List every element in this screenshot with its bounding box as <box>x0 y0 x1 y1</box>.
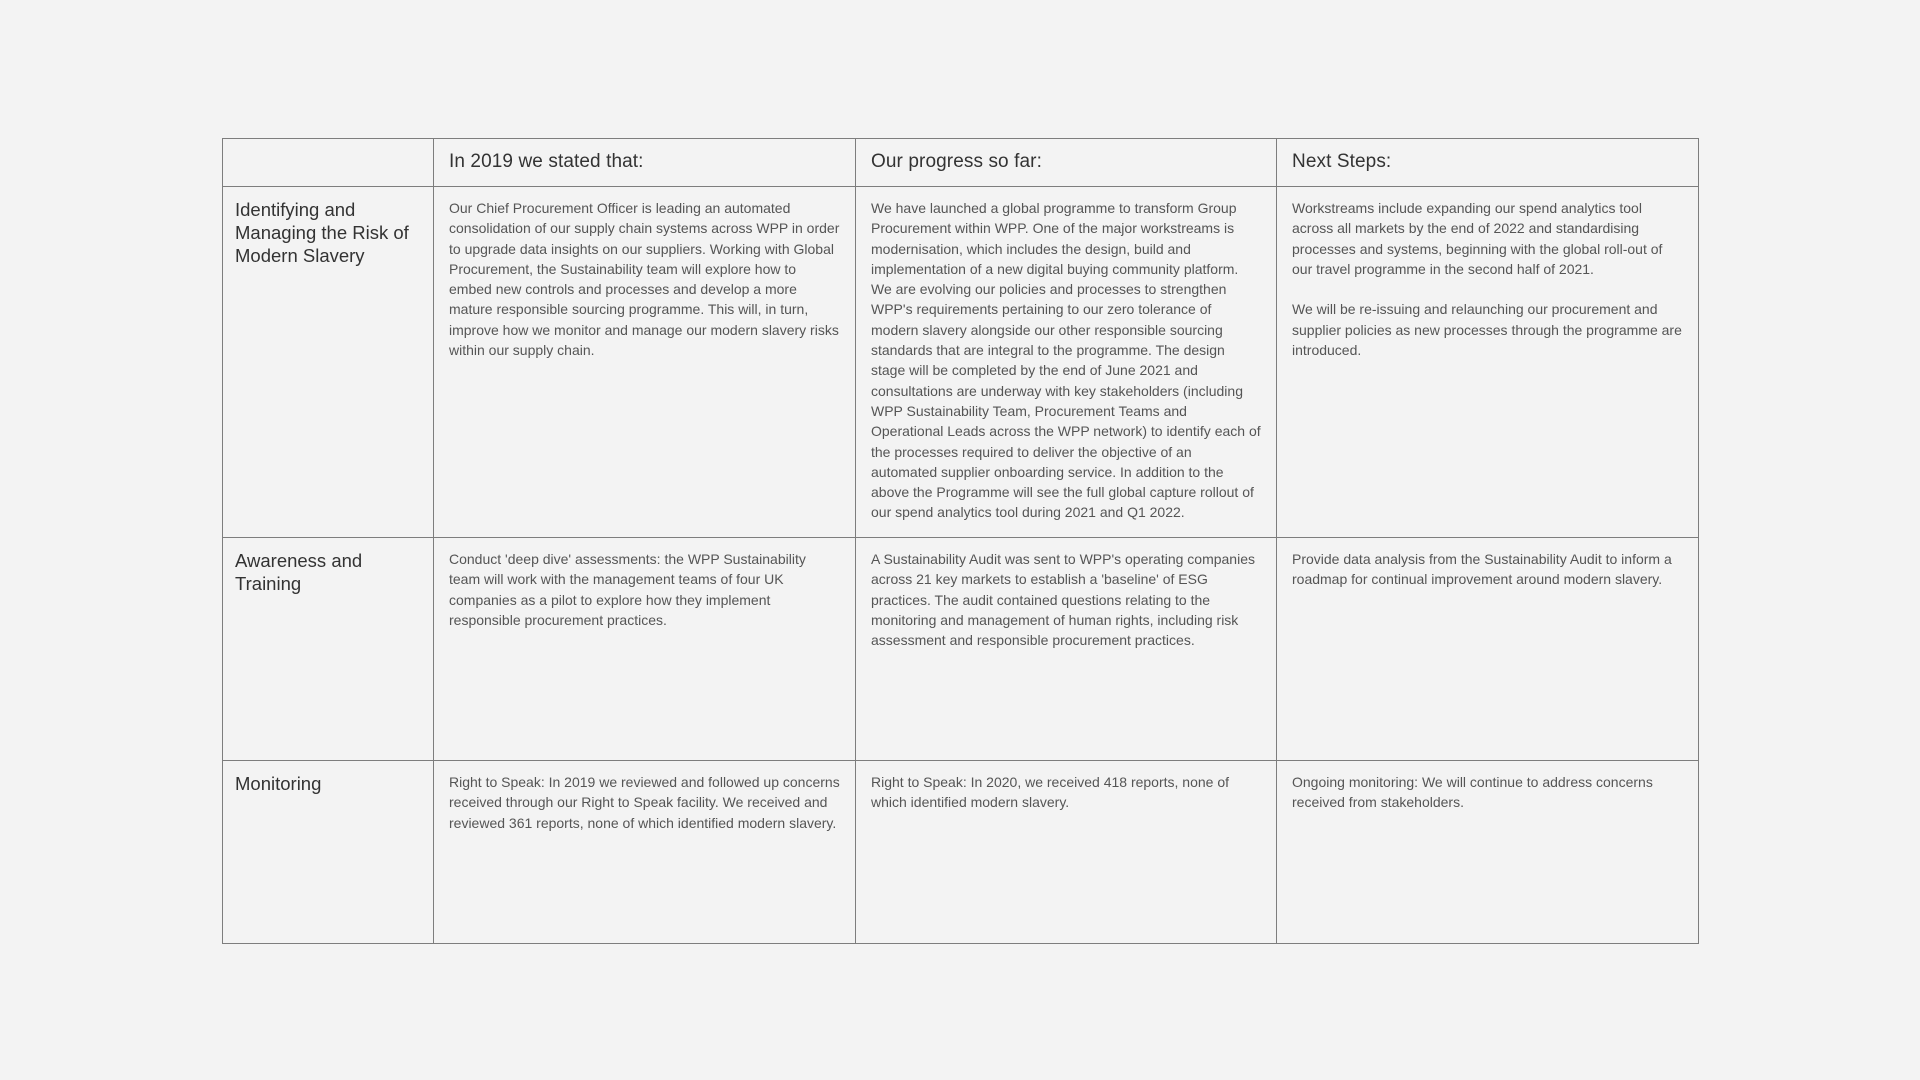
row-label-cell <box>223 761 434 944</box>
table-row <box>223 538 1699 761</box>
table-row <box>223 761 1699 944</box>
header-next-steps: Next Steps: <box>1292 151 1392 172</box>
stated-text: Conduct 'deep dive' assessments: the WPP Sustainability team will work with the management teams of four UK companies as a pilot to explore how they implement responsible procurement practices. <box>449 551 806 628</box>
next-steps-text <box>1277 538 1698 590</box>
row-label-cell <box>223 187 434 538</box>
stated-cell <box>434 187 856 538</box>
progress-cell <box>856 761 1277 944</box>
next-steps-text <box>1277 761 1698 813</box>
stated-text: Right to Speak: In 2019 we reviewed and followed up concerns received through our Right to Speak facility. We received and reviewed 361 reports, none of which identified modern slavery. <box>449 774 840 831</box>
progress-cell <box>856 187 1277 538</box>
modern-slavery-progress-table <box>222 138 1699 944</box>
stated-cell <box>434 538 856 761</box>
header-cell-next-steps <box>1277 139 1699 187</box>
header-progress: Our progress so far: <box>871 151 1042 172</box>
next-steps-text <box>1277 187 1698 360</box>
header-cell-progress <box>856 139 1277 187</box>
row-label: Monitoring <box>235 773 322 794</box>
table-row <box>223 187 1699 538</box>
progress-text: Right to Speak: In 2020, we received 418 reports, none of which identified modern slavery. <box>871 774 1230 811</box>
progress-text: A Sustainability Audit was sent to WPP's operating companies across 21 key markets to establish a 'baseline' of ESG practices. The audit contained questions relating to the monitoring and management of human rights, including risk assessment and responsible procurement practices. <box>871 551 1255 649</box>
next-steps-cell <box>1277 187 1699 538</box>
row-label-cell <box>223 538 434 761</box>
progress-text: We have launched a global programme to transform Group Procurement within WPP. One of the major workstreams is modernisation, which includes the design, build and implementation of a new digital buying community platform. We are evolving our policies and processes to strengthen WPP's requirements pertaining to our zero tolerance of modern slavery alongside our other responsible sourcing standards that are integral to the programme. The design stage will be completed by the end of June 2021 and consultations are underway with key stakeholders (including WPP Sustainability Team, Procurement Teams and Operational Leads across the WPP network) to identify each of the processes required to deliver the objective of an automated supplier onboarding service. In addition to the above the Programme will see the full global capture rollout of our spend analytics tool during 2021 and Q1 2022. <box>871 200 1261 521</box>
row-label: Awareness and Training <box>235 550 363 594</box>
next-steps-paragraph: Workstreams include expanding our spend analytics tool across all markets by the end of 2022 and standardising processes and systems, beginning with the global roll-out of our travel programme in the second half of 2021. <box>1292 200 1663 277</box>
row-label: Identifying and Managing the Risk of Modern Slavery <box>235 199 409 266</box>
table-header-row <box>223 139 1699 187</box>
next-steps-cell <box>1277 538 1699 761</box>
next-steps-cell <box>1277 761 1699 944</box>
stated-cell <box>434 761 856 944</box>
header-cell-stated <box>434 139 856 187</box>
header-cell-empty <box>223 139 434 187</box>
stated-text: Our Chief Procurement Officer is leading an automated consolidation of our supply chain systems across WPP in order to upgrade data insights on our suppliers. Working with Global Procurement, the Sustainability team will explore how to embed new controls and processes and develop a more mature responsible sourcing programme. This will, in turn, improve how we monitor and manage our modern slavery risks within our supply chain. <box>449 200 840 359</box>
next-steps-paragraph: Ongoing monitoring: We will continue to address concerns received from stakeholders. <box>1292 774 1653 811</box>
next-steps-paragraph: Provide data analysis from the Sustainability Audit to inform a roadmap for continual improvement around modern slavery. <box>1292 551 1672 588</box>
progress-cell <box>856 538 1277 761</box>
header-stated: In 2019 we stated that: <box>449 151 644 172</box>
next-steps-paragraph: We will be re-issuing and relaunching our procurement and supplier policies as new processes through the programme are introduced. <box>1292 301 1682 359</box>
